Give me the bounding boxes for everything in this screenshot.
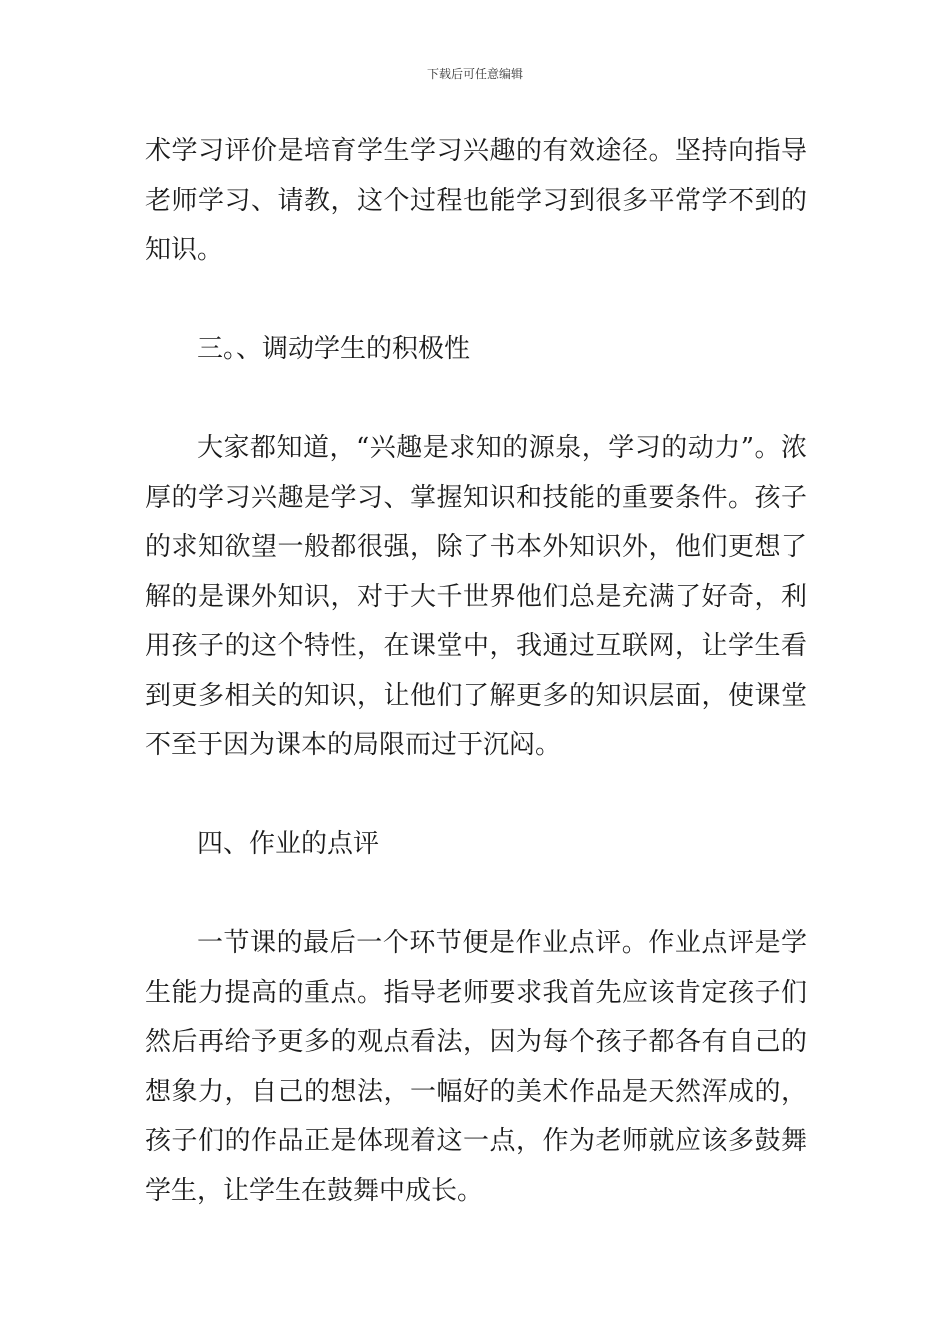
document-body	[145, 127, 807, 1216]
paragraph-continuation: 术学习评价是培育学生学习兴趣的有效途径。坚持向指导老师学习、请教，这个过程也能学习到很多平常学不到的知识。	[145, 136, 807, 265]
paragraph-gap	[145, 870, 807, 920]
paragraph-gap	[145, 375, 807, 425]
paragraph-homework-review: 一节课的最后一个环节便是作业点评。作业点评是学生能力提高的重点。指导老师要求我首先应该肯定孩子们然后再给予更多的观点看法，因为每个孩子都各有自己的想象力，自己的想法，一幅好的美术作品是天然浑成的，孩子们的作品正是体现着这一点，作为老师就应该多鼓舞学生，让学生在鼓舞中成长。	[145, 928, 807, 1206]
paragraph-gap	[145, 276, 807, 326]
paragraph-interest: 大家都知道，“兴趣是求知的源泉，学习的动力”。浓厚的学习兴趣是学习、掌握知识和技能的重要条件。孩子的求知欲望一般都很强，除了书本外知识外，他们更想了解的是课外知识，对于大千世界他们总是充满了好奇，利用孩子的这个特性，在课堂中，我通过互联网，让学生看到更多相关的知识，让他们了解更多的知识层面，使课堂不至于因为课本的局限而过于沉闷。	[145, 433, 807, 760]
paragraph-gap	[145, 771, 807, 821]
section-heading-3: 三。、调动学生的积极性	[197, 334, 471, 364]
section-heading-4: 四、作业的点评	[197, 829, 380, 859]
page-header: 下载后可任意编辑	[426, 67, 523, 81]
